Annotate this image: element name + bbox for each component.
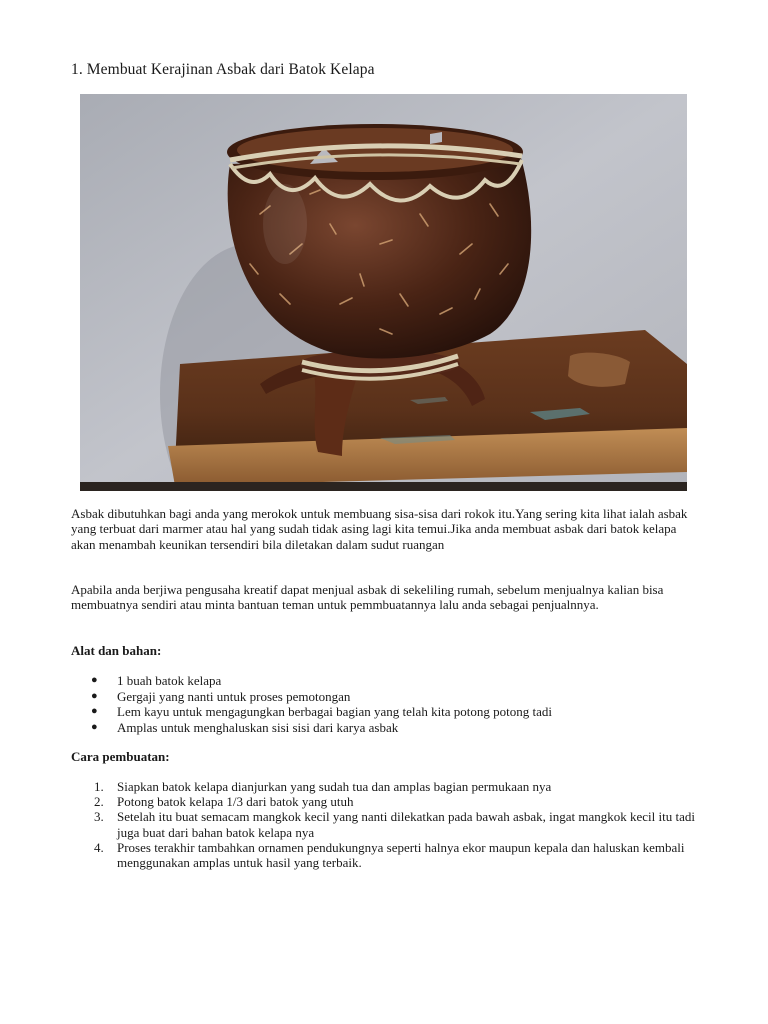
business-paragraph: Apabila anda berjiwa pengusaha kreatif dapat menjual asbak di sekeliling rumah, sebelum menjualnya kalian bisa membuatnya sendiri atau minta bantuan teman untuk pemmbuatannya lalu anda sebagai penjualnnya.: [71, 582, 664, 613]
steps-heading: Cara pembuatan:: [71, 749, 170, 764]
steps-list: [71, 779, 711, 870]
list-item: 1. Siapkan batok kelapa dianjurkan yang sudah tua dan amplas bagian permukaan nya: [94, 779, 552, 794]
step-number: 1.: [94, 779, 104, 794]
bullet-icon: ●: [91, 720, 98, 733]
tools-list: [71, 673, 711, 735]
list-item: ● 1 buah batok kelapa: [91, 673, 222, 688]
list-item: 3. Setelah itu buat semacam mangkok kecil yang nanti dilekatkan pada bawah asbak, ingat mangkok kecil itu tadi juga buat dari bahan batok kelapa nya: [94, 809, 695, 840]
page-title: 1. Membuat Kerajinan Asbak dari Batok Kelapa: [71, 61, 375, 78]
list-item: 4. Proses terakhir tambahkan ornamen pendukungnya seperti halnya ekor maupun kepala dan haluskan kembali menggunakan amplas untuk hasil yang terbaik.: [94, 839, 685, 871]
step-number: 4.: [94, 839, 104, 855]
list-item: ● Lem kayu untuk mengagungkan berbagai bagian yang telah kita potong potong tadi: [91, 704, 553, 720]
step-number: 2.: [94, 794, 104, 810]
bullet-icon: ●: [91, 689, 98, 702]
list-item: ● Amplas untuk menghaluskan sisi sisi dari karya asbak: [91, 719, 399, 735]
bullet-icon: ●: [91, 674, 98, 686]
bullet-icon: ●: [91, 705, 98, 718]
tools-heading: Alat dan bahan:: [71, 643, 162, 658]
coconut-ashtray-photo: [80, 94, 687, 491]
list-item: ● Gergaji yang nanti untuk proses pemotongan: [91, 688, 351, 704]
step-number: 3.: [94, 809, 104, 825]
list-item: 2. Potong batok kelapa 1/3 dari batok yang utuh: [94, 794, 354, 810]
intro-paragraph: Asbak dibutuhkan bagi anda yang merokok untuk membuang sisa-sisa dari rokok itu.Yang sering kita lihat ialah asbak yang terbuat dari marmer atau hal yang sudah tidak asing lagi kita temui.Jika anda membuat asbak dari batok kelapa akan menambah keunikan tersendiri bila diletakan dalam sudut ruangan: [71, 506, 688, 552]
